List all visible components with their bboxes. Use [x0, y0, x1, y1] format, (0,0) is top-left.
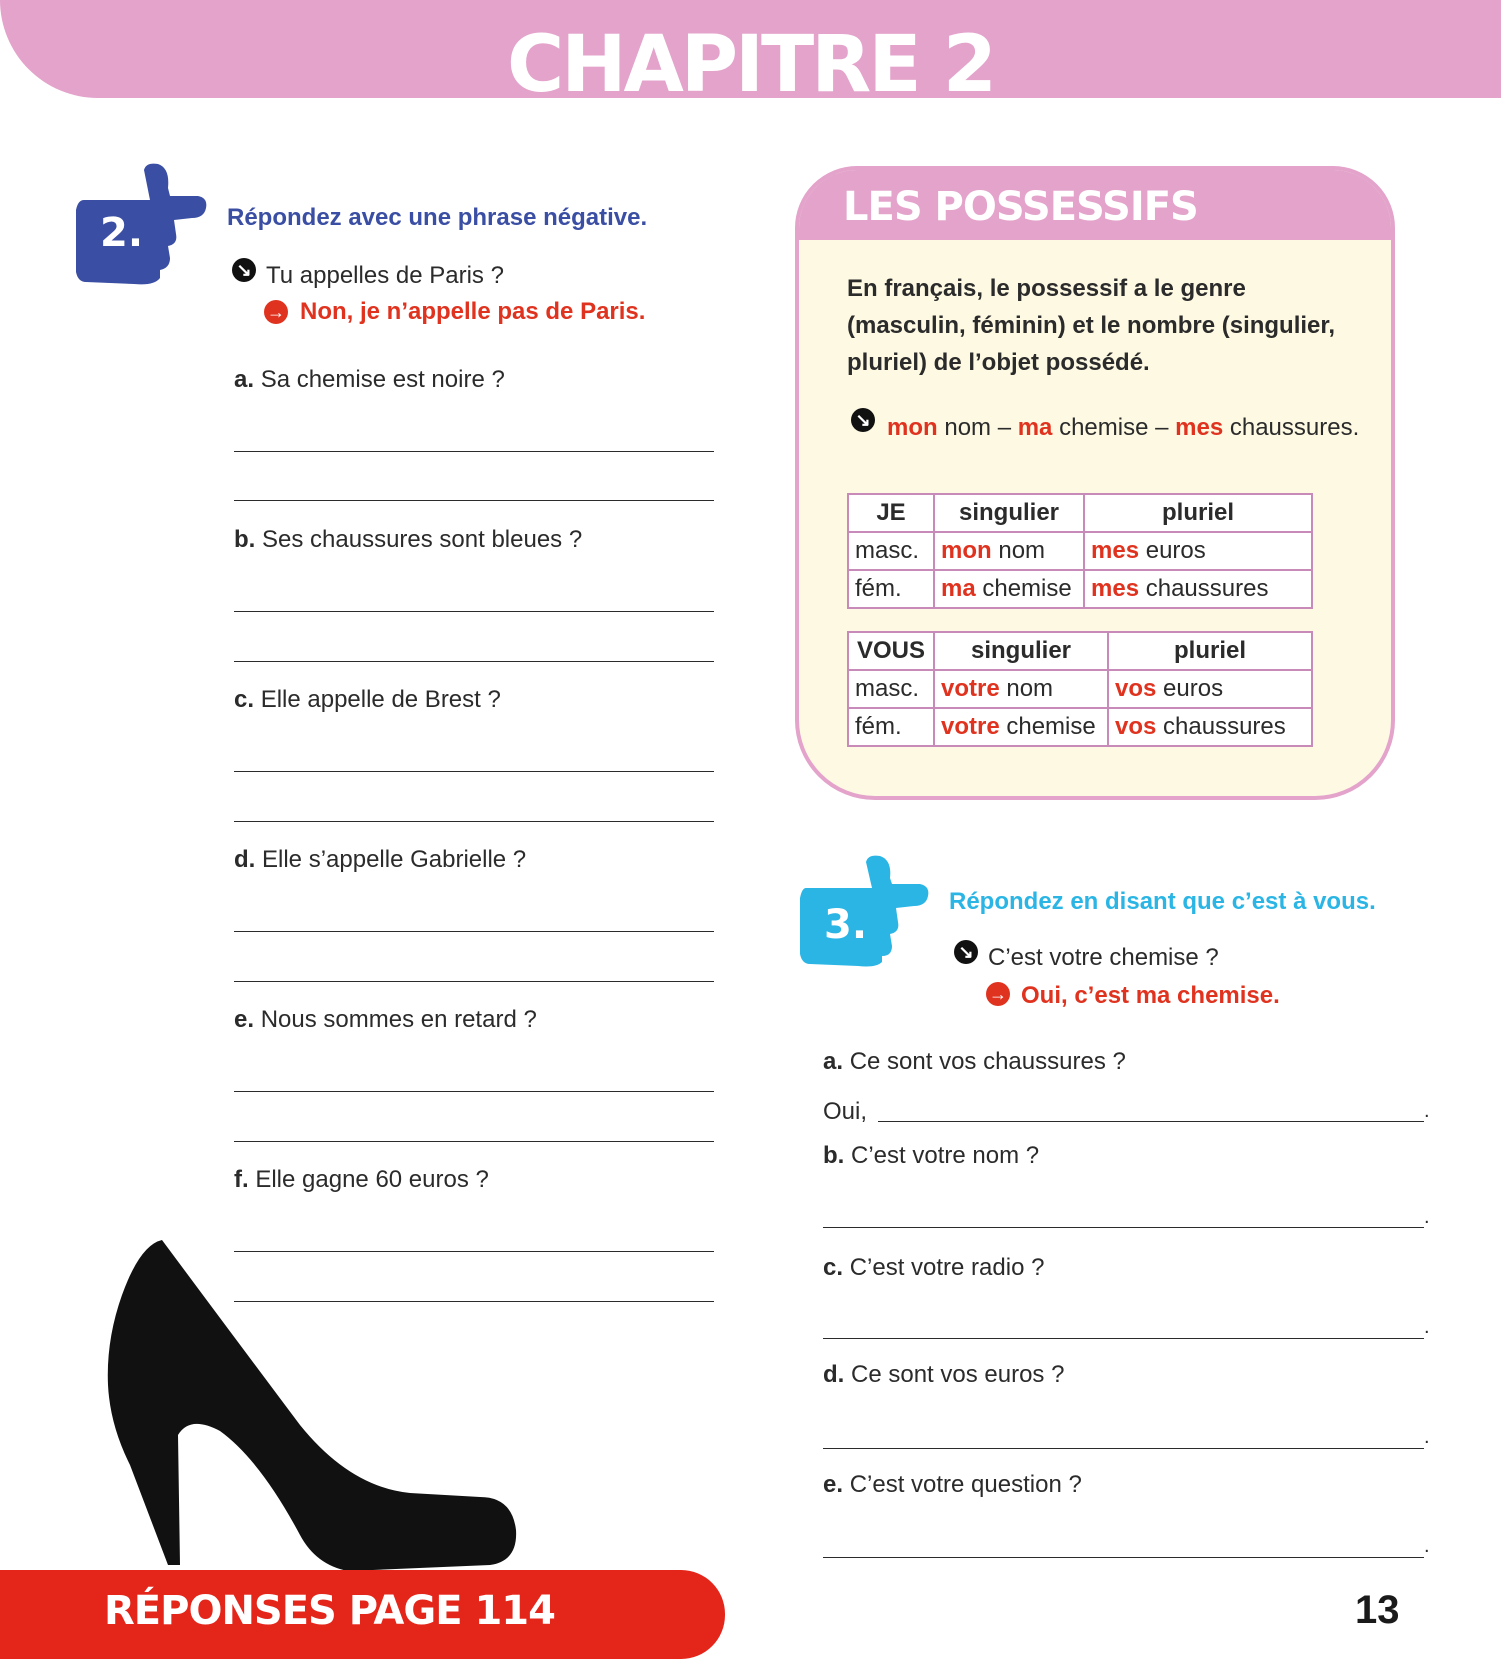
line-end-dot: .	[1424, 1426, 1430, 1448]
question-text: C’est votre radio ?	[849, 1254, 1045, 1281]
question-text: Elle gagne 60 euros ?	[255, 1166, 489, 1193]
question-text: C’est votre nom ?	[851, 1142, 1040, 1169]
table-header-cell: pluriel	[1108, 632, 1312, 670]
question-item	[234, 526, 582, 554]
noun: chaussures	[1139, 575, 1269, 602]
possessive-word: votre	[941, 713, 1000, 740]
example-noun: chemise –	[1052, 414, 1176, 441]
possessive-word: votre	[941, 675, 1000, 702]
question-item	[823, 1048, 1126, 1076]
question-item	[234, 686, 501, 714]
question-letter: e.	[234, 1006, 255, 1033]
answer-arrow-icon: →	[986, 982, 1010, 1006]
line-end-dot: .	[1424, 1100, 1430, 1122]
noun: nom	[999, 675, 1054, 702]
example-answer: Non, je n’appelle pas de Paris.	[300, 298, 646, 325]
answer-line[interactable]	[234, 611, 714, 612]
question-letter: b.	[234, 526, 256, 553]
table-header-cell: singulier	[934, 632, 1108, 670]
question-text: Ce sont vos euros ?	[851, 1361, 1065, 1388]
high-heel-shoe-icon	[100, 1235, 520, 1575]
answers-reference: RÉPONSES PAGE 114	[104, 1588, 555, 1634]
table-cell	[934, 670, 1108, 708]
table-cell	[934, 708, 1108, 746]
table-header-cell: VOUS	[848, 632, 934, 670]
possessive-word: mes	[1091, 575, 1140, 602]
line-end-dot: .	[1424, 1535, 1430, 1557]
possessive-word: mes	[1175, 414, 1224, 441]
question-item	[823, 1142, 1039, 1170]
possessive-word: ma	[941, 575, 976, 602]
answer-line[interactable]	[234, 1141, 714, 1142]
answer-line[interactable]	[234, 771, 714, 772]
table-row	[848, 670, 1312, 708]
question-letter: e.	[823, 1471, 844, 1498]
example-answer: Oui, c’est ma chemise.	[1021, 982, 1280, 1009]
question-item	[234, 1006, 537, 1034]
answer-line[interactable]	[234, 661, 714, 662]
exercise-number: 2.	[100, 210, 144, 256]
answer-line[interactable]	[234, 821, 714, 822]
noun: euros	[1156, 675, 1224, 702]
answer-line[interactable]	[234, 1091, 714, 1092]
answer-line[interactable]	[823, 1338, 1424, 1339]
question-text: Ce sont vos chaussures ?	[849, 1048, 1126, 1075]
question-text: C’est votre question ?	[849, 1471, 1082, 1498]
example-noun: chaussures.	[1223, 414, 1360, 441]
possessive-word: mon	[887, 414, 938, 441]
example-arrow-icon: ↘	[851, 408, 875, 432]
line-end-dot: .	[1424, 1206, 1430, 1228]
table-row-label: masc.	[848, 670, 934, 708]
question-letter: b.	[823, 1142, 845, 1169]
table-cell	[934, 532, 1084, 570]
question-letter: a.	[234, 366, 255, 393]
table-row-label: fém.	[848, 570, 934, 608]
possessive-word: ma	[1017, 414, 1053, 441]
answer-line[interactable]	[823, 1448, 1424, 1449]
question-text: Sa chemise est noire ?	[260, 366, 505, 393]
question-letter: a.	[823, 1048, 844, 1075]
grammar-table-vous	[847, 631, 1313, 747]
question-item	[823, 1361, 1064, 1389]
grammar-table-je	[847, 493, 1313, 609]
table-row	[848, 708, 1312, 746]
table-header-cell: singulier	[934, 494, 1084, 532]
table-row-label: fém.	[848, 708, 934, 746]
exercise-instruction: Répondez en disant que c’est à vous.	[949, 888, 1376, 915]
answer-line[interactable]	[234, 931, 714, 932]
answer-line[interactable]	[234, 451, 714, 452]
example-question: Tu appelles de Paris ?	[266, 262, 504, 289]
question-text: Ses chaussures sont bleues ?	[262, 526, 583, 553]
example-arrow-icon: ↘	[954, 940, 978, 964]
example-question: C’est votre chemise ?	[988, 944, 1219, 971]
answer-line[interactable]	[234, 981, 714, 982]
question-letter: c.	[234, 686, 255, 713]
noun: nom	[991, 537, 1046, 564]
grammar-explanation: En français, le possessif a le genre (masculin, féminin) et le nombre (singulier, pluriel) de l’objet possédé.	[847, 275, 1336, 376]
table-header-row	[848, 494, 1312, 532]
question-text: Elle s’appelle Gabrielle ?	[262, 846, 527, 873]
grammar-example	[887, 414, 1359, 442]
grammar-box	[795, 166, 1395, 800]
possessive-word: mon	[941, 537, 992, 564]
exercise-instruction: Répondez avec une phrase négative.	[227, 204, 648, 231]
table-cell	[1084, 570, 1312, 608]
question-text: Nous sommes en retard ?	[260, 1006, 537, 1033]
question-letter: d.	[234, 846, 256, 873]
noun: chaussures	[1156, 713, 1286, 740]
table-cell	[1108, 708, 1312, 746]
table-row	[848, 532, 1312, 570]
table-header-cell: JE	[848, 494, 934, 532]
question-letter: c.	[823, 1254, 844, 1281]
answer-line[interactable]	[234, 500, 714, 501]
table-row-label: masc.	[848, 532, 934, 570]
line-end-dot: .	[1424, 1316, 1430, 1338]
table-row	[848, 570, 1312, 608]
answer-arrow-icon: →	[264, 300, 288, 324]
question-text: Elle appelle de Brest ?	[260, 686, 501, 713]
possessive-word: vos	[1115, 713, 1157, 740]
noun: chemise	[975, 575, 1072, 602]
table-cell	[934, 570, 1084, 608]
example-arrow-icon: ↘	[232, 258, 256, 282]
noun: chemise	[999, 713, 1096, 740]
answer-line[interactable]	[823, 1557, 1424, 1558]
question-item	[234, 366, 505, 394]
table-header-row	[848, 632, 1312, 670]
noun: euros	[1139, 537, 1206, 564]
answer-line[interactable]	[823, 1227, 1424, 1228]
example-noun: nom –	[937, 414, 1018, 441]
question-item	[234, 1166, 489, 1194]
grammar-box-title: LES POSSESSIFS	[843, 184, 1198, 230]
possessive-word: mes	[1091, 537, 1140, 564]
table-header-cell: pluriel	[1084, 494, 1312, 532]
question-item	[234, 846, 526, 874]
question-item	[823, 1471, 1082, 1499]
page-number: 13	[1355, 1588, 1400, 1632]
exercise-number: 3.	[824, 902, 868, 948]
question-item	[823, 1254, 1044, 1282]
answer-prefix: Oui,	[823, 1098, 868, 1125]
answer-line[interactable]	[878, 1121, 1424, 1122]
chapter-title: CHAPITRE 2	[506, 20, 995, 100]
possessive-word: vos	[1115, 675, 1157, 702]
table-cell	[1108, 670, 1312, 708]
question-letter: d.	[823, 1361, 845, 1388]
question-letter: f.	[234, 1166, 249, 1193]
table-cell	[1084, 532, 1312, 570]
